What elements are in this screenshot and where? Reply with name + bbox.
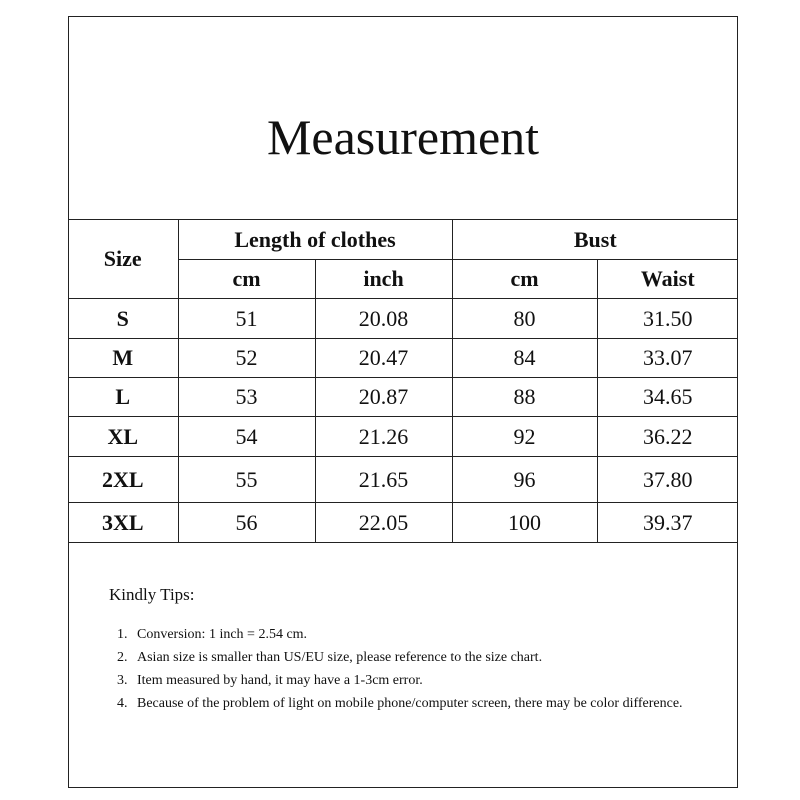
size-cell: S xyxy=(68,299,178,339)
bust-cm-cell: 84 xyxy=(452,339,597,378)
table-row xyxy=(68,378,738,417)
waist-cell: 31.50 xyxy=(597,299,738,339)
size-cell: M xyxy=(68,339,178,378)
length-header: Length of clothes xyxy=(178,220,452,260)
length-inch-cell: 20.87 xyxy=(315,378,452,417)
bust-cm-cell: 80 xyxy=(452,299,597,339)
bust-cm-header: cm xyxy=(452,260,597,299)
length-cm-cell: 56 xyxy=(178,503,315,543)
table-row xyxy=(68,299,738,339)
table-row xyxy=(68,503,738,543)
length-inch-header: inch xyxy=(315,260,452,299)
bust-header: Bust xyxy=(452,220,738,260)
waist-cell: 33.07 xyxy=(597,339,738,378)
bust-cm-cell: 92 xyxy=(452,417,597,457)
waist-cell: 37.80 xyxy=(597,457,738,503)
length-inch-cell: 21.26 xyxy=(315,417,452,457)
length-cm-cell: 53 xyxy=(178,378,315,417)
tip-item: 2. Asian size is smaller than US/EU size, please reference to the size chart. xyxy=(131,646,709,669)
waist-header: Waist xyxy=(597,260,738,299)
length-cm-cell: 51 xyxy=(178,299,315,339)
length-inch-cell: 22.05 xyxy=(315,503,452,543)
waist-cell: 34.65 xyxy=(597,378,738,417)
length-cm-cell: 52 xyxy=(178,339,315,378)
waist-cell: 39.37 xyxy=(597,503,738,543)
length-inch-cell: 20.08 xyxy=(315,299,452,339)
length-inch-cell: 21.65 xyxy=(315,457,452,503)
tips-section xyxy=(109,585,709,715)
bust-cm-cell: 96 xyxy=(452,457,597,503)
size-cell: 3XL xyxy=(68,503,178,543)
page-title: Measurement xyxy=(266,109,540,165)
tip-item: 3. Item measured by hand, it may have a 1-3cm error. xyxy=(131,669,709,692)
length-cm-cell: 55 xyxy=(178,457,315,503)
tip-item: 4. Because of the problem of light on mobile phone/computer screen, there may be color difference. xyxy=(131,692,709,715)
tips-list xyxy=(109,623,709,715)
waist-cell: 36.22 xyxy=(597,417,738,457)
size-cell: L xyxy=(68,378,178,417)
size-cell: 2XL xyxy=(68,457,178,503)
table-row xyxy=(68,339,738,378)
table-row xyxy=(68,457,738,503)
bust-cm-cell: 88 xyxy=(452,378,597,417)
tips-title: Kindly Tips: xyxy=(109,585,195,604)
table-header-row xyxy=(68,220,738,260)
size-header: Size xyxy=(68,220,178,299)
bust-cm-cell: 100 xyxy=(452,503,597,543)
size-cell: XL xyxy=(68,417,178,457)
measurement-card xyxy=(68,16,738,788)
length-inch-cell: 20.47 xyxy=(315,339,452,378)
length-cm-cell: 54 xyxy=(178,417,315,457)
tip-item: 1. Conversion: 1 inch = 2.54 cm. xyxy=(131,623,709,646)
size-table xyxy=(68,219,738,543)
length-cm-header: cm xyxy=(178,260,315,299)
table-row xyxy=(68,417,738,457)
